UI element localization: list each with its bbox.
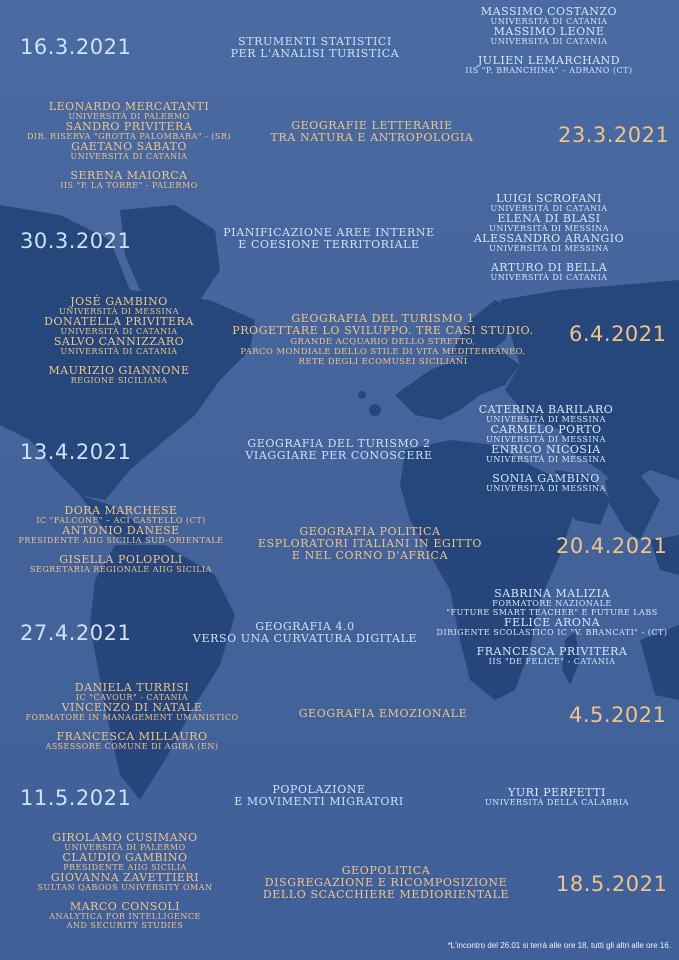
session-date: 4.5.2021 xyxy=(569,703,667,727)
topic-line: VIAGGIARE PER CONOSCERE xyxy=(245,449,433,462)
session-topic xyxy=(299,708,468,720)
speaker-affiliation: UNIVERSITÀ DI MESSINA xyxy=(489,224,609,233)
speaker-name: SERENA MAIORCA xyxy=(70,169,188,182)
speaker-affiliation: UNIVERSITÀ DI MESSINA xyxy=(489,244,609,253)
speaker-name: MAURIZIO GIANNONE xyxy=(48,364,190,377)
footnote: *L'incontro del 26.01 si terrà alle ore 18, tutti gli altri alle ore 16. xyxy=(447,941,671,950)
speaker-affiliation: IIS "DE FELICE" - CATANIA xyxy=(488,657,616,666)
speaker-affiliation: UNIVERSITÀ DI MESSINA xyxy=(59,307,179,316)
speakers-list xyxy=(44,296,194,385)
speaker-affiliation: UNIVERSITÀ DI MESSINA xyxy=(486,484,606,493)
speaker-affiliation: UNIVERSITÀ DI CATANIA xyxy=(60,327,178,336)
speaker-name: DANIELA TURRISI xyxy=(74,681,190,694)
speaker-affiliation: FORMATORE IN MANAGEMENT UMANISTICO xyxy=(25,713,239,722)
speaker-affiliation: UNIVERSITÀ DI CATANIA xyxy=(490,17,608,26)
speaker-name: GAETANO SABATO xyxy=(71,140,187,153)
speaker-name: ARTURO DI BELLA xyxy=(490,261,608,274)
speakers-list xyxy=(27,101,231,190)
session-date: 13.4.2021 xyxy=(20,440,132,464)
speaker-name: GIROLAMO CUSIMANO xyxy=(52,831,198,844)
topic-line: GEOGRAFIE LETTERARIE xyxy=(291,119,453,132)
topic-line: POPOLAZIONE xyxy=(272,783,366,796)
speaker-name: LUIGI SCROFANI xyxy=(496,192,602,205)
speaker-affiliation: IC "FALCONE" – ACI CASTELLO (CT) xyxy=(36,516,206,525)
topic-line: GEOGRAFIA EMOZIONALE xyxy=(298,707,468,720)
session-topic xyxy=(231,36,400,60)
speaker-name: FRANCESCA MILLAURO xyxy=(56,730,208,743)
speaker-affiliation: FORMATORE NAZIONALE xyxy=(492,599,612,608)
session-topic xyxy=(245,438,432,462)
speakers-list xyxy=(485,787,629,807)
speaker-name: FRANCESCA PRIVITERA xyxy=(476,645,628,658)
topic-detail: PARCO MONDIALE DELLO STILE DI VITA MEDITERRANEO, xyxy=(240,347,526,357)
speakers-list xyxy=(437,588,668,666)
speaker-name: CATERINA BARILARO xyxy=(478,403,614,416)
topic-line: GEOGRAFIA POLITICA xyxy=(299,525,441,538)
session-topic xyxy=(223,227,434,251)
speaker-name: MARCO CONSOLI xyxy=(69,900,181,913)
speaker-affiliation: "FUTURE SMART TEACHER" E FUTURE LABS xyxy=(446,608,658,617)
session-date: 18.5.2021 xyxy=(556,872,668,896)
speaker-name: SALVO CANNIZZARO xyxy=(53,335,185,348)
speaker-name: SANDRO PRIVITERA xyxy=(65,120,193,133)
topic-detail: GRANDE ACQUARIO DELLO STRETTO, xyxy=(290,337,476,347)
topic-line: E NEL CORNO D'AFRICA xyxy=(291,549,449,562)
speaker-name: JULIEN LEMARCHAND xyxy=(477,54,621,67)
topic-line: GEOGRAFIA DEL TURISMO 2 xyxy=(247,437,431,450)
topic-line: PER L'ANALISI TURISTICA xyxy=(230,47,400,60)
speakers-list xyxy=(18,505,223,574)
speaker-affiliation: PRESIDENTE AIIG SICILIA SUD-ORIENTALE xyxy=(18,536,224,545)
speaker-affiliation: IC "CAVOUR" - CATANIA xyxy=(75,693,188,702)
speaker-name: CARMELO PORTO xyxy=(490,423,602,436)
session-date: 23.3.2021 xyxy=(558,123,670,147)
session-date: 30.3.2021 xyxy=(20,229,132,253)
session-date: 6.4.2021 xyxy=(569,322,667,346)
speaker-name: ANTONIO DANESE xyxy=(62,524,180,537)
topic-line: PROGETTARE LO SVILUPPO. TRE CASI STUDIO. xyxy=(232,324,534,337)
session-topic xyxy=(263,865,509,901)
session-topic xyxy=(271,120,474,144)
speaker-name: ENRICO NICOSIA xyxy=(491,443,601,456)
speaker-affiliation: PRESIDENTE AIIG SICILIA xyxy=(63,863,187,872)
speaker-name: SONIA GAMBINO xyxy=(492,472,600,485)
topic-line: TRA NATURA E ANTROPOLOGIA xyxy=(270,131,474,144)
speaker-name: FELICE ARONA xyxy=(503,616,601,629)
speaker-affiliation: UNIVERSITÀ DI CATANIA xyxy=(490,37,608,46)
speakers-list xyxy=(25,682,238,751)
speaker-name: CLAUDIO GAMBINO xyxy=(62,851,188,864)
speaker-affiliation: AND SECURITY STUDIES xyxy=(66,921,184,930)
speaker-affiliation: UNIVERSITÀ DI CATANIA xyxy=(490,273,608,282)
topic-line: GEOGRAFIA 4.0 xyxy=(255,620,355,633)
speaker-affiliation: ASSESSORE COMUNE DI AGIRA (EN) xyxy=(45,742,219,751)
topic-line: ESPLORATORI ITALIANI IN EGITTO xyxy=(257,537,483,550)
speaker-name: VINCENZO DI NATALE xyxy=(61,701,203,714)
session-date: 16.3.2021 xyxy=(20,35,132,59)
speaker-affiliation: UNIVERSITÀ DI CATANIA xyxy=(70,152,188,161)
speaker-affiliation: SEGRETARIA REGIONALE AIIG SICILIA xyxy=(30,565,212,574)
topic-line: E COESIONE TERRITORIALE xyxy=(238,238,420,251)
speaker-affiliation: UNIVERSITÀ DI MESSINA xyxy=(486,455,606,464)
topic-line: STRUMENTI STATISTICI xyxy=(238,35,392,48)
topic-line: GEOGRAFIA DEL TURISMO 1 xyxy=(291,312,475,325)
topic-line: VERSO UNA CURVATURA DIGITALE xyxy=(192,632,418,645)
speaker-affiliation: UNIVERSITÀ DI MESSINA xyxy=(486,415,606,424)
topic-line: DISGREGAZIONE E RICOMPOSIZIONE xyxy=(264,876,508,889)
speaker-affiliation: UNIVERSITÀ DI PALERMO xyxy=(64,843,186,852)
speaker-name: ELENA DI BLASI xyxy=(497,212,601,225)
speaker-affiliation: IIS "P. LA TORRE" - PALERMO xyxy=(60,181,198,190)
session-topic xyxy=(193,621,417,645)
speaker-affiliation: DIR. RISERVA "GROTTA PALOMBARA" - (SR) xyxy=(27,132,231,141)
speaker-name: SABRINA MALIZIA xyxy=(494,587,610,600)
topic-line: E MOVIMENTI MIGRATORI xyxy=(234,795,404,808)
speaker-name: DONATELLA PRIVITERA xyxy=(44,315,194,328)
speaker-affiliation: SULTAN QABOOS UNIVERSITY OMAN xyxy=(37,883,213,892)
speakers-list xyxy=(479,404,614,493)
speaker-affiliation: UNIVERSITÀ DI MESSINA xyxy=(486,435,606,444)
session-topic xyxy=(234,784,404,808)
speaker-affiliation: UNIVERSITÀ DI CATANIA xyxy=(60,347,178,356)
session-topic xyxy=(258,526,482,562)
speaker-affiliation: IIS "P. BRANCHINA" – ADRANO (CT) xyxy=(465,66,633,75)
topic-detail: RETE DEGLI ECOMUSEI SICILIANI xyxy=(298,357,468,367)
speaker-name: ALESSANDRO ARANGIO xyxy=(473,232,625,245)
session-date: 27.4.2021 xyxy=(20,621,132,645)
speaker-name: MASSIMO COSTANZO xyxy=(480,5,618,18)
speaker-affiliation: REGIONE SICILIANA xyxy=(70,376,168,385)
topic-line: DELLO SCACCHIERE MEDIORIENTALE xyxy=(262,888,510,901)
speaker-name: JOSÉ GAMBINO xyxy=(70,295,168,308)
speaker-name: LEONARDO MERCATANTI xyxy=(48,100,210,113)
speaker-name: GIOVANNA ZAVETTIERI xyxy=(50,871,200,884)
speakers-list xyxy=(38,832,213,930)
session-date: 20.4.2021 xyxy=(556,534,668,558)
session-topic xyxy=(232,313,533,367)
speaker-affiliation: ANALYTICA FOR INTELLIGENCE xyxy=(49,912,201,921)
speaker-affiliation: UNIVERSITÀ DI CATANIA xyxy=(490,204,608,213)
session-date: 11.5.2021 xyxy=(20,786,132,810)
topic-line: GEOPOLITICA xyxy=(341,864,431,877)
speaker-name: YURI PERFETTI xyxy=(508,786,606,799)
speaker-affiliation: UNIVERSITÀ DELLA CALABRIA xyxy=(485,798,629,807)
speaker-name: MASSIMO LEONE xyxy=(493,25,605,38)
topic-line: PIANIFICAZIONE AREE INTERNE xyxy=(223,226,435,239)
speakers-list xyxy=(474,193,624,282)
speaker-affiliation: DIRIGENTE SCOLASTICO IC "V. BRANCATI" - (CT) xyxy=(436,628,668,637)
speaker-name: GISELLA POLOPOLI xyxy=(59,553,183,566)
speaker-name: DORA MARCHESE xyxy=(64,504,178,517)
speaker-affiliation: UNIVERSITÀ DI PALERMO xyxy=(68,112,190,121)
speakers-list xyxy=(465,6,632,75)
